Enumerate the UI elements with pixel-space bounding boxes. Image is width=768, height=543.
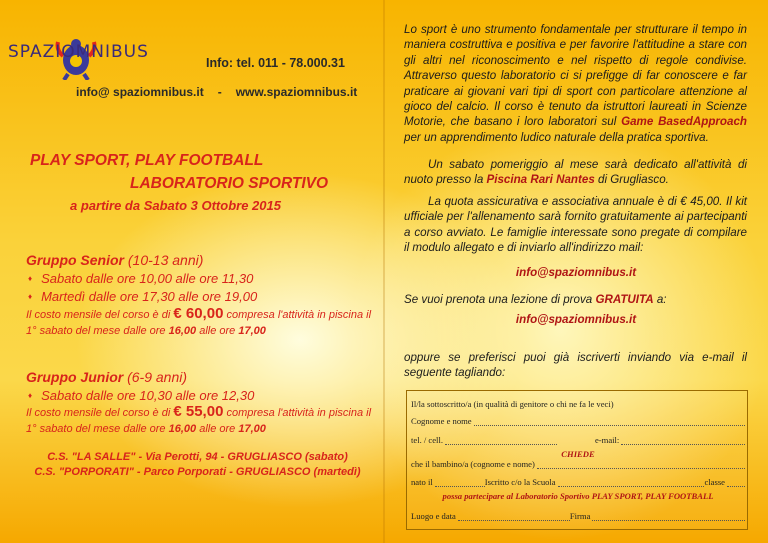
junior-slot-saturday — [28, 388, 254, 403]
form-parent-label: Il/la sottoscritto/a (in qualità di genitore o chi ne fa le veci) — [411, 399, 614, 409]
junior-group-name: Gruppo Junior — [26, 369, 124, 385]
logo-text: SPAZIOMNIBUS — [8, 42, 149, 62]
form-class-label: classe — [704, 477, 725, 487]
fee-paragraph: La quota assicurativa e associativa annuale è di € 45,00. Il kit ufficiale per l'allenamento sarà fornito gratuitamente ai partecipanti a corso avviato. Le famiglie interessate sono pregate di compilare il modulo allegato e di inviarlo all'indirizzo mail: — [404, 195, 747, 255]
senior-cost — [26, 306, 376, 339]
school-field[interactable] — [558, 479, 705, 487]
form-row-name[interactable] — [411, 416, 745, 426]
child-name-field[interactable] — [537, 461, 745, 469]
contact-website[interactable]: www.spaziomnibus.it — [235, 85, 358, 99]
form-email-label: e-mail: — [594, 435, 620, 445]
form-row-child[interactable] — [411, 459, 745, 469]
junior-price: € 55,00 — [173, 403, 224, 420]
form-row-signature[interactable] — [411, 511, 745, 521]
senior-group-name: Gruppo Senior — [26, 252, 124, 268]
senior-cost-post: compresa l'attività in piscina il 1° sabato del mese dalle ore — [26, 309, 372, 337]
form-row-school[interactable] — [411, 477, 745, 487]
intro-text-end: per un apprendimento ludico naturale della pratica sportiva. — [404, 130, 709, 144]
class-field[interactable] — [727, 479, 745, 487]
senior-slot-saturday — [28, 271, 253, 286]
swimming-text: Un sabato pomeriggio al mese sarà dedicato all'attività di nuoto presso la — [404, 158, 747, 187]
form-signature-label: Firma — [569, 511, 591, 521]
junior-hour-end: 17,00 — [238, 423, 266, 435]
trial-email[interactable]: info@spaziomnibus.it — [515, 313, 637, 326]
senior-group-heading — [26, 252, 203, 268]
junior-hour-start: 16,00 — [168, 423, 197, 435]
senior-price: € 60,00 — [173, 305, 224, 322]
junior-cost-pre: Il costo mensile del corso è di — [26, 407, 171, 419]
senior-hour-start: 16,00 — [168, 325, 197, 337]
info-telephone: Info: tel. 011 - 78.000.31 — [206, 56, 345, 70]
form-row-parent — [411, 399, 745, 409]
free-trial-line — [404, 293, 667, 306]
swimming-paragraph — [404, 157, 747, 188]
form-child-label: che il bambino/a (cognome e nome) — [411, 459, 535, 469]
junior-group-ages: (6-9 anni) — [127, 369, 188, 385]
right-panel — [384, 0, 768, 543]
form-request-label: CHIEDE — [561, 449, 595, 459]
intro-paragraph — [404, 22, 747, 145]
diamond-bullet-icon: ♦ — [28, 292, 33, 301]
contact-email[interactable]: info@ spaziomnibus.it — [76, 85, 204, 99]
form-school-label: Iscritto c/o la Scuola — [484, 477, 556, 487]
coupon-intro: oppure se preferisci puoi già iscriverti inviando via e-mail il seguente tagliando: — [404, 351, 747, 380]
headline-title: PLAY SPORT, PLAY FOOTBALL — [30, 152, 264, 169]
junior-hour-mid: alle ore — [199, 423, 236, 435]
junior-cost — [26, 404, 376, 437]
diamond-bullet-icon: ♦ — [28, 391, 33, 400]
free-trial-text: Se vuoi prenota una lezione di prova — [404, 293, 593, 306]
headline-subtitle: LABORATORIO SPORTIVO — [130, 175, 329, 192]
junior-cost-post: compresa l'attività in piscina il 1° sabato del mese dalle ore — [26, 407, 372, 435]
senior-hour-mid: alle ore — [199, 325, 236, 337]
swimming-text-end: di Grugliasco. — [598, 173, 669, 187]
senior-slot-2: Martedì dalle ore 17,30 alle ore 19,00 — [41, 289, 258, 304]
separator: - — [217, 85, 222, 99]
venue-porporati: C.S. "PORPORATI" - Parco Porporati - GRUGLIASCO (martedì) — [34, 466, 361, 478]
senior-group-ages: (10-13 anni) — [127, 252, 204, 268]
tel-field[interactable] — [445, 437, 557, 445]
senior-slot-tuesday — [28, 289, 257, 304]
contacts-line — [76, 85, 357, 99]
senior-slot-1: Sabato dalle ore 10,00 alle ore 11,30 — [41, 271, 254, 286]
free-trial-end: a: — [656, 293, 667, 306]
place-date-field[interactable] — [458, 513, 570, 521]
email-field[interactable] — [621, 437, 745, 445]
senior-cost-pre: Il costo mensile del corso è di — [26, 309, 171, 321]
junior-group-heading — [26, 369, 187, 385]
spaziomnibus-logo — [8, 36, 198, 82]
free-label: GRATUITA — [595, 293, 654, 306]
name-field[interactable] — [474, 418, 745, 426]
form-name-label: Cognome e nome — [411, 416, 472, 426]
form-place-date-label: Luogo e data — [411, 511, 456, 521]
pool-name: Piscina Rari Nantes — [486, 173, 595, 187]
birth-date-field[interactable] — [435, 479, 485, 487]
senior-hour-end: 17,00 — [238, 325, 266, 337]
junior-slot-1: Sabato dalle ore 10,30 alle ore 12,30 — [41, 388, 255, 403]
diamond-bullet-icon: ♦ — [28, 274, 33, 283]
form-tel-label: tel. / cell. — [411, 435, 443, 445]
signature-field[interactable] — [592, 513, 745, 521]
registration-form — [406, 390, 748, 530]
headline-start-date: a partire da Sabato 3 Ottobre 2015 — [70, 198, 281, 213]
form-row-contact[interactable] — [411, 435, 745, 445]
game-based-approach: Game BasedApproach — [621, 115, 747, 129]
venue-la-salle: C.S. "LA SALLE" - Via Perotti, 94 - GRUGLIASCO (sabato) — [47, 451, 348, 463]
registration-email[interactable]: info@spaziomnibus.it — [515, 266, 637, 279]
intro-text: Lo sport è uno strumento fondamentale per strutturare il tempo in maniera costruttiva e positiva e per favorire l'attitudine a stare con gli altri nel riconoscimento e nel rispetto di regole condivise. Attraverso questo laboratorio ci si prefigge di far conoscere e far praticare ai giovani vari tipi di sport con particolare attenzione al gioco del calcio. Il corso è tenuto da istruttori laureati in Scienze Motorie, che basano i loro laboratori sul — [404, 23, 747, 129]
form-participate-line: possa partecipare al Laboratorio Sportivo PLAY SPORT, PLAY FOOTBALL — [442, 491, 714, 501]
form-born-label: nato il — [411, 477, 433, 487]
